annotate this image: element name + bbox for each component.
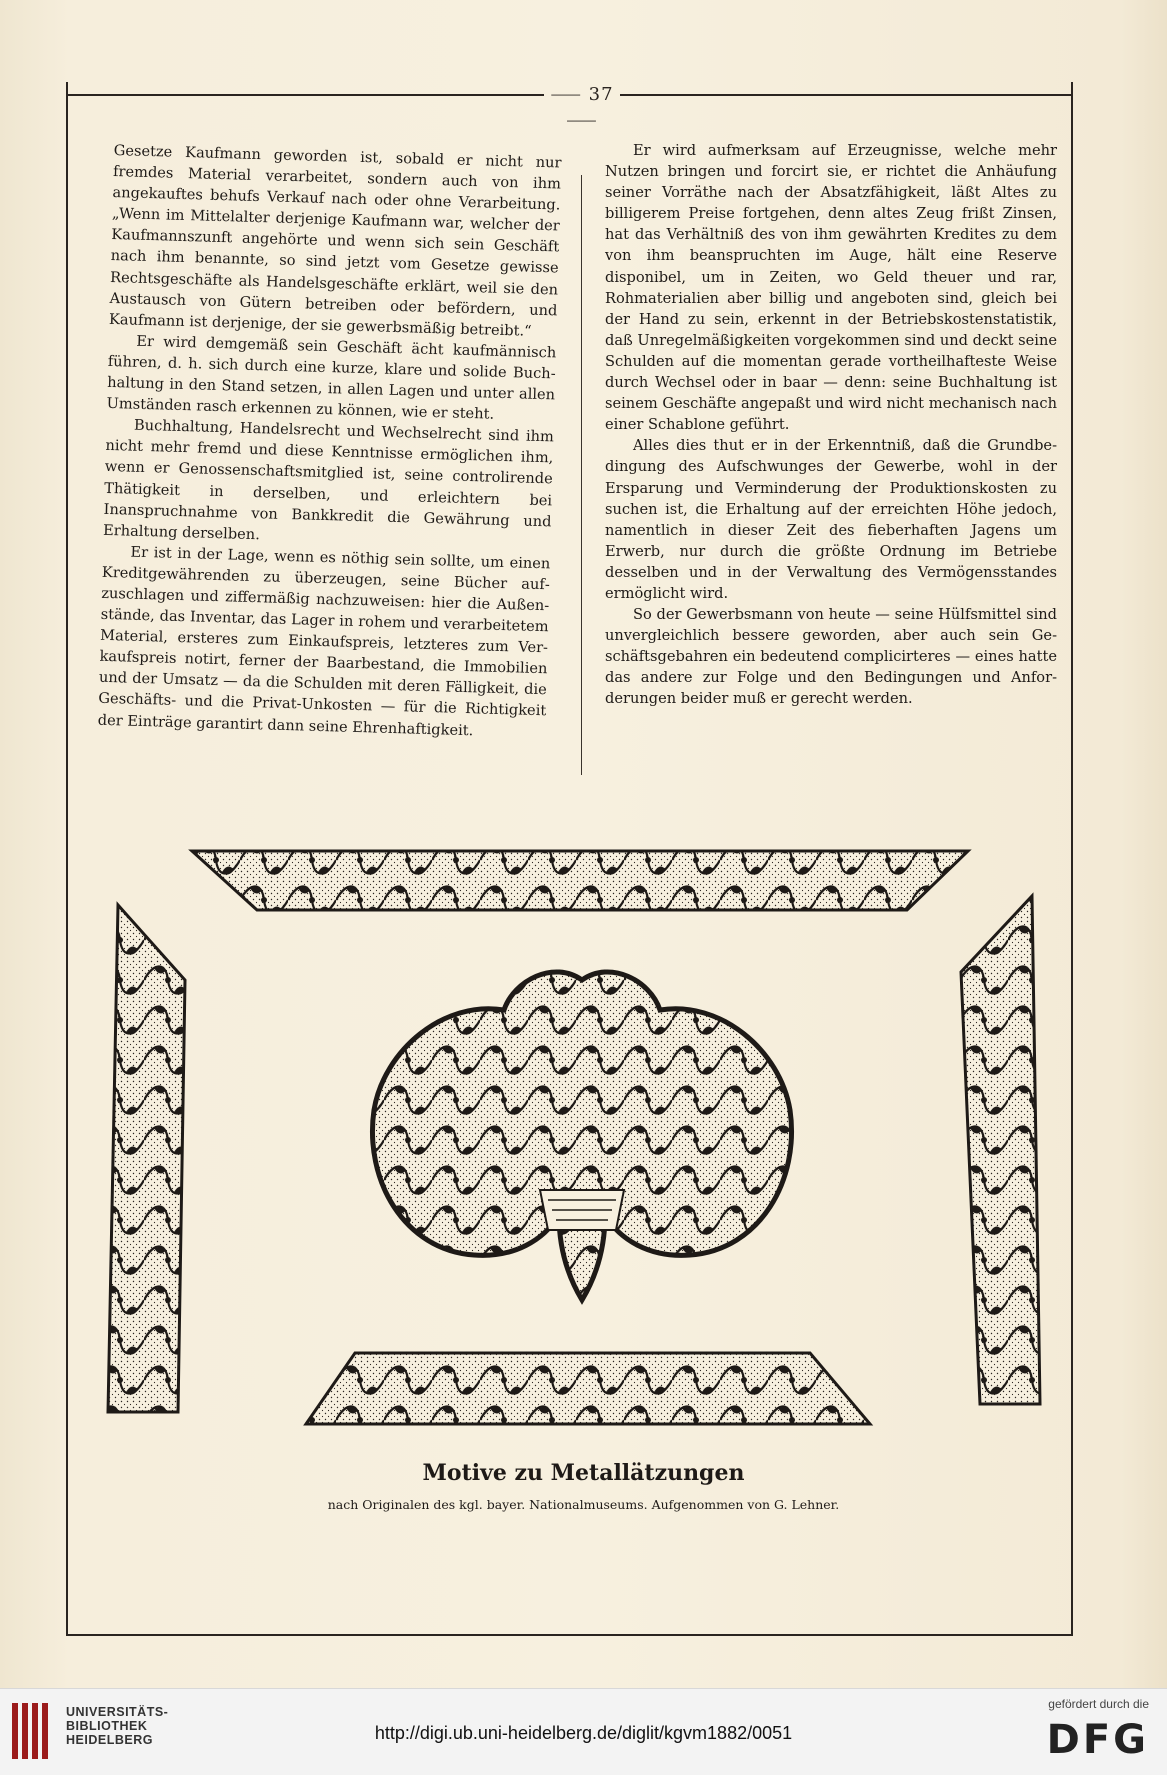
paragraph: Er wird aufmerksam auf Erzeugnisse, welche mehr Nutzen bringen und forcirt sie, er richtet die Anhäufung seiner Vorräthe nach der Absatzfähigkeit, läßt Altes zu billigerem Preise fortgehen, denn altes Zeug frißt Zinsen, hat das Verhältniß des von ihm gewährten Kredites zu dem von ihm beanspruchten im Auge, hält eine Reserve disponibel, um in Zeiten, wo Geld theuer und rar, Rohmaterialien aber billig und angeboten sind, gleich bei der Hand zu sein, erkennt in der Betriebskostenstatistik, daß Unregelmäßigkeiten vorgekommen sind und deckt seine Schulden auf die momentan gerade vortheilhafteste Weise durch Wechsel oder in baar — denn: seine Buchhaltung ist seinem Geschäfte angepaßt und wird nicht mechanisch nach einer Schablone geführt. [605,142,1057,434]
library-name-line: UNIVERSITÄTS- [66,1705,169,1719]
funding-label: gefördert durch die [1048,1697,1149,1711]
ornament-band-bottom [306,1353,870,1424]
paragraph: Er wird demgemäß sein Geschäft ächt kaufmännisch führen, d. h. sich durch eine kurze, klare und solide Buchhaltung in den Stand setzen, in allen Lagen und unter allen Umständen rasch erkennen zu können, wie er steht. [106,332,557,423]
paragraph: So der Gewerbsmann von heute — seine Hülfsmittel sind unvergleichlich bessere geworden, aber auch sein Geschäftsgebahren ein bedeutend complicirteres — eines hatte das andere zur Folge und den Bedingungen und Anforderungen beider muß er gerecht werden. [605,606,1057,708]
figure-title: Motive zu Metallätzungen [422,1460,745,1486]
footer-bar [0,1688,1167,1775]
paragraph: Er ist in der Lage, wenn es nöthig sein sollte, um einen Kreditgewährenden zu überzeugen, seine Bücher aufzuschlagen und ziffermäßig nachzuweisen: hier die Außenstände, das Inventar, das Lager in rohem und verarbeitetem Material, ersteres zum Einkaufspreis, letzteres zum Verkaufspreis notirt, ferner der Baarbestand, die Immobilien und der Umsatz — da die Schulden mit deren Fälligkeit, die Geschäfts- und die Privat-Unkosten — für die Richtigkeit der Einträge garantirt dann seine Ehrenhaftigkeit. [97,543,551,739]
dfg-logo: DFG [1046,1717,1149,1763]
figure-subtitle: nach Originalen des kgl. bayer. Nationalmuseums. Aufgenommen von G. Lehner. [327,1497,840,1512]
page-number: ⸺ 37 ⸺ [550,84,614,131]
ornament-band-top [192,851,968,910]
paragraph: Alles dies thut er in der Erkenntniß, daß die Grundbedingung des Aufschwunges der Gewerbe, wohl in der Ersparung und Verminderung der Produktionskosten zu suchen ist, die Erhaltung auf der erreichten Höhe jedoch, namentlich in dieser Zeit des fieberhaften Jagens um Erwerb, nur durch die größte Ordnung im Betriebe desselben und in der Verwaltung des Vermögensstandes ermöglicht wird. [605,437,1057,602]
ornament-band-right [961,896,1040,1404]
library-name-line: BIBLIOTHEK [66,1719,148,1733]
permalink-url[interactable]: http://digi.ub.uni-heidelberg.de/diglit/kgvm1882/0051 [374,1723,793,1743]
ornament-trefoil [372,972,791,1300]
paragraph: Gesetze Kaufmann geworden ist, sobald er nicht nur fremdes Material verarbeitet, sondern auch von ihm angekauftes behufs Verkauf nach oder ohne Verarbeitung. „Wenn im Mittelalter derjenige Kaufmann war, welcher der Kaufmannszunft angehörte und wenn sich sein Geschäft nach ihm benannte, so sind jetzt vom Gesetze gewisse Rechtsgeschäfte als Handelsgeschäfte erklärt, weil sie den Austausch von Gütern betreiben oder befördern, und Kaufmann ist derjenige, der sie gewerbsmäßig betreibt.“ [108,141,562,340]
ornament-band-left [108,905,185,1412]
library-name-line: HEIDELBERG [66,1733,153,1747]
paragraph: Buchhaltung, Handelsrecht und Wechselrecht sind ihm nicht mehr fremd und diese Kenntnisse ermöglichen ihm, wenn er Genossenschaftsmitglied ist, seine controlirende Thätigkeit in derselben, und erleichtern bei Inanspruchnahme von Bankkredit die Gewährung und Erhaltung derselben. [102,416,555,543]
page-number-value: 37 [588,84,614,105]
